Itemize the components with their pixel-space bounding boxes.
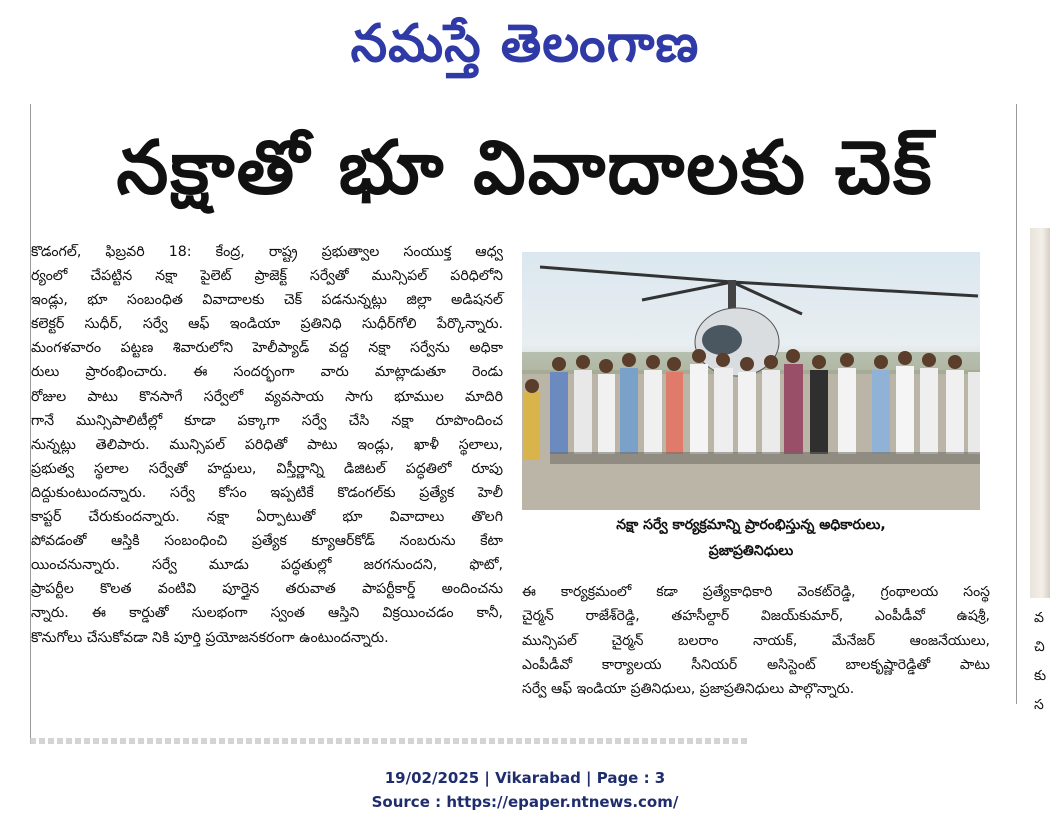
edition-info: 19/02/2025 | Vikarabad | Page : 3 [384,769,666,787]
helicopter-windshield [702,325,742,355]
article-body-line: పోవడంతో ఆస్తికి సంబంధించి ప్రత్యేక క్యూఆర్‌కోడ్ నంబరును కేటా [31,533,503,550]
photo-caption-line: ప్రజాప్రతినిధులు [708,543,794,559]
article-body-line: గానే మున్సిపాలిటీల్లో కూడా పక్కాగా సర్వే చేసి నక్షా రూపొందించ [31,412,503,429]
adjacent-text-fragment [1034,604,1054,720]
article-body-line: కాప్టర్ చేరుకుందన్నారు. నక్షా ఏర్పాటుతో భూ వివాదాలు తొలగి [31,509,503,526]
article-body-line: ప్రాపర్టీల కొలత వంటివి పూర్తైన తరువాత పాపర్టీకార్డ్ అందించను [31,581,503,598]
helicopter-group-photo [522,252,980,510]
article-body-line: దిద్దుకుంటుందన్నారు. సర్వే కోసం ఇప్పటికే కొడంగల్‌కు ప్రత్యేక హెలీ [31,484,503,501]
article-continuation [522,580,990,720]
adjacent-letter: కు [1034,668,1047,684]
article-body-line: ఇండ్లు, భూ సంబంధిత వివాదాలకు చెక్ పడనున్నట్లు జిల్లా అడిషనల్ [31,292,503,309]
rotor-blade [540,267,732,282]
article-continuation-line: సర్వే ఆఫ్ ఇండియా ప్రతినిధులు, ప్రజాప్రతినిధులు పాల్గొన్నారు. [522,681,855,698]
article-body-line: న్నారు. ఈ కార్డుతో సులభంగా స్వంత ఆస్తిని విక్రయించడం కానీ, [31,605,503,622]
article-continuation-line: ఎంపీడీవో కార్యాలయ సీనియర్ అసిస్టెంట్ బాలకృష్ణారెడ్డితో పాటు [522,656,990,673]
article-continuation-line: చైర్మన్ రాజేశ్‌రెడ్డి, తహసీల్దార్ విజయ్‌కుమార్, ఎంపీడీవో ఉషశ్రీ, [522,608,990,625]
article-body-line: రులు ప్రారంభించారు. ఈ సందర్భంగా వారు మాట్లాడుతూ రెండు [31,364,503,381]
article-body-line: కొడంగల్, ఫిబ్రవరి 18: కేంద్ర, రాష్ట్ర ప్రభుత్వాల సంయుక్త ఆధ్వ [31,244,503,260]
article-body [31,240,503,722]
page-footer [0,766,1050,814]
article-body-line: రోజుల పాటు కొనసాగే సర్వేలో వ్యవసాయ సాగు భూముల మాదిరి [31,388,503,405]
article-body-line: కలెక్టర్ సుధీర్, సర్వే ఆఫ్ ఇండియా ప్రతినిధి సుధీర్‌గోలి పేర్కొన్నారు. [31,316,503,333]
adjacent-letter: వ [1034,610,1044,626]
article-body-line: నున్నట్లు తెలిపారు. మున్సిపల్ పరిధితో పాటు ఇండ్లు, ఖాళీ స్థలాలు, [31,436,503,453]
article-body-line: ప్రభుత్వ స్థలాల సర్వేతో హద్దులు, విస్తీర్ణాన్ని డిజిటల్ పద్ధతిలో రూపు [31,460,503,477]
article-body-line: కొనుగోలు చేసుకోవడా నికి పూర్తి ప్రయోజనకరంగా ఉంటుందన్నారు. [31,629,389,646]
article-continuation-line: ఈ కార్యక్రమంలో కడా ప్రత్యేకాధికారి వెంకట్‌రెడ్డి, గ్రంథాలయ సంస్థ [522,584,990,600]
adjacent-letter: స [1034,697,1044,713]
adjacent-article-fragment [1030,228,1050,713]
photo-caption [522,512,980,568]
article-body-line: ర్యంలో చేపట్టిన నక్షా పైలెట్ ప్రాజెక్ట్ సర్వేతో మున్సిపల్ పరిధిలోని [31,268,503,285]
photo-caption-line: నక్షా సర్వే కార్యక్రమాన్ని ప్రారంభిస్తున్న అధికారులు, [616,517,886,533]
masthead-title: నమస్తే తెలంగాణ [350,14,700,74]
article-body-line: యించనున్నారు. సర్వే మూడు పద్ధతుల్లో జరగనుందని, ఫొటో, [31,557,503,574]
adjacent-letter: చి [1034,639,1045,655]
article-body-line: మంగళవారం పట్టణ శివారులోని హెలీప్యాడ్ వద్ద నక్షా సర్వేను అధికా [31,340,503,357]
rotor-blade [732,282,978,296]
article-continuation-line: మున్సిపల్ చైర్మన్ బలరాం నాయక్, మేనేజర్ ఆంజనేయులు, [522,632,990,649]
article-headline: నక్షాతో భూ వివాదాలకు చెక్ [116,125,934,211]
adjacent-photo-fragment [1030,228,1050,598]
bottom-cut-rule [30,738,750,744]
rotor-blade [642,282,732,300]
source-link[interactable]: Source : https://epaper.ntnews.com/ [371,793,679,811]
helicopter-group-photo-drawing [522,252,980,510]
